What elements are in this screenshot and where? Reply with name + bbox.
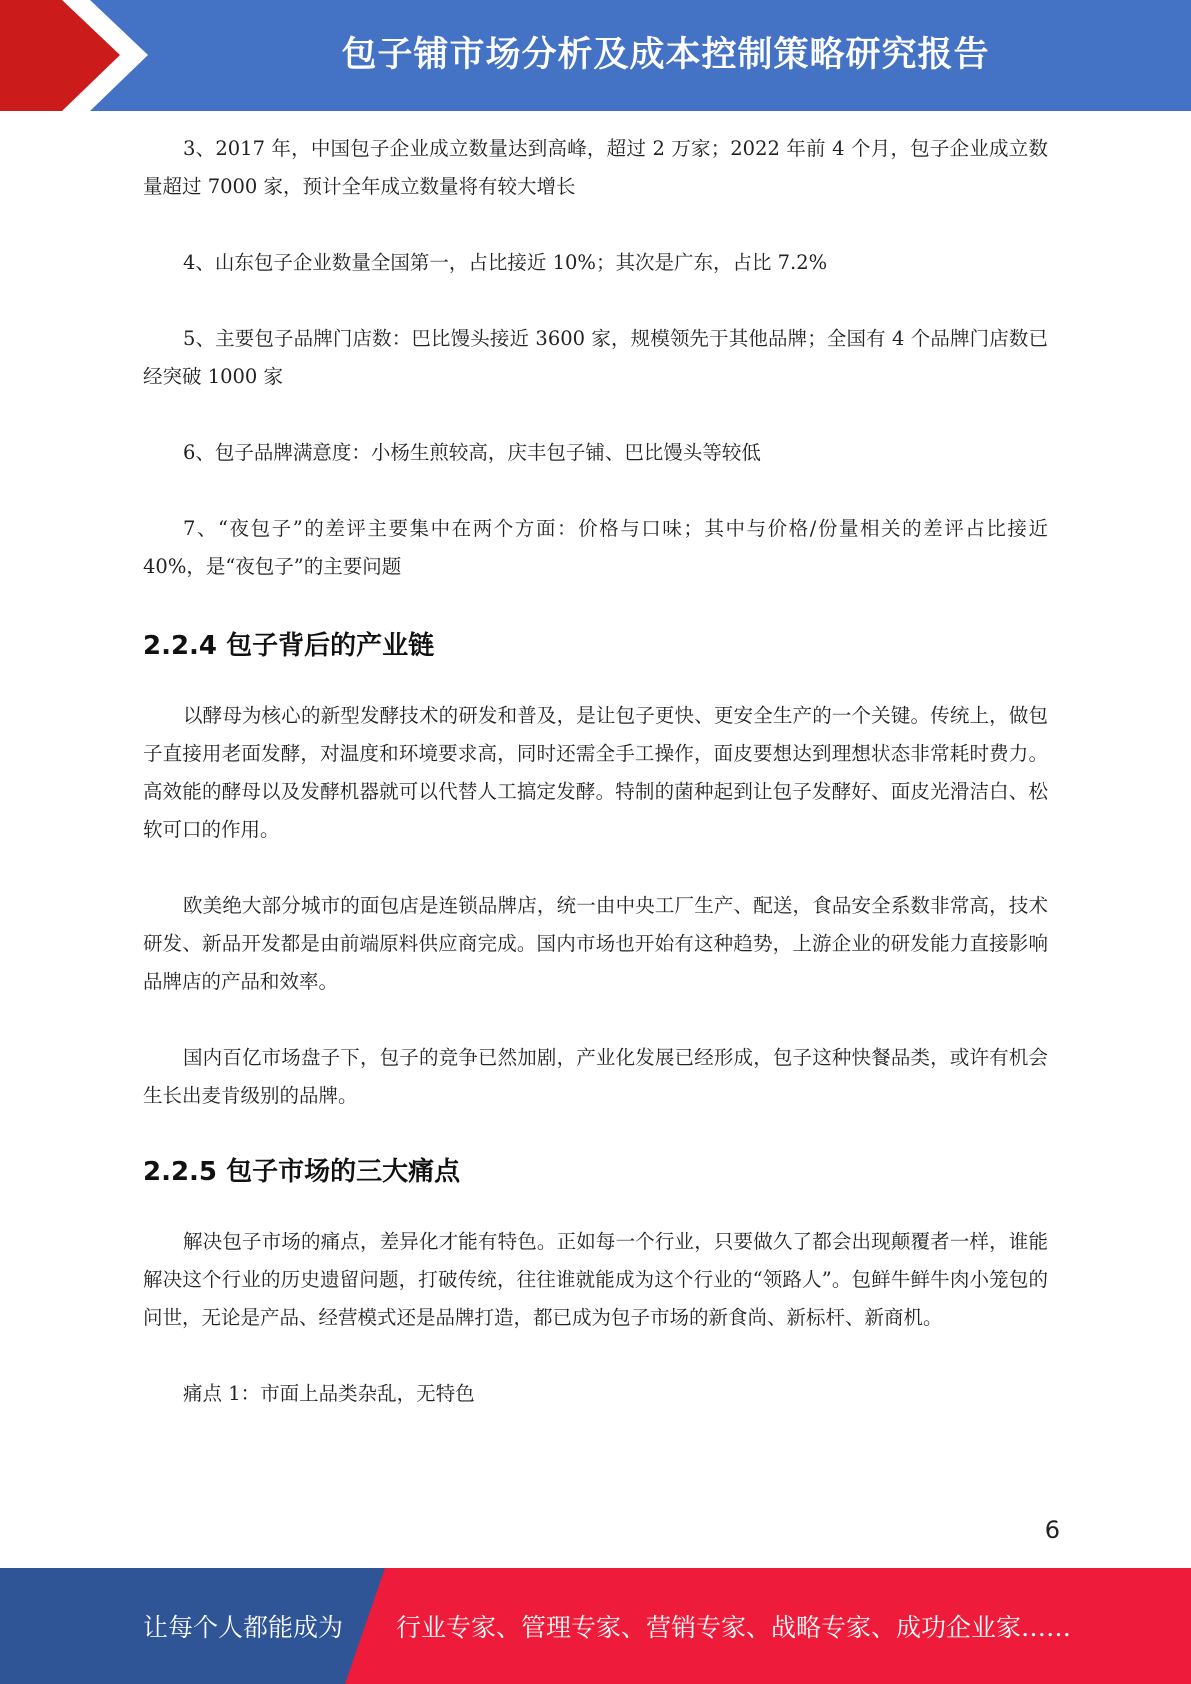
list-item: 7、“夜包子”的差评主要集中在两个方面：价格与口味；其中与价格/份量相关的差评占比接近 40%，是“夜包子”的主要问题 xyxy=(143,517,1048,578)
paragraph: 欧美绝大部分城市的面包店是连锁品牌店，统一由中央工厂生产、配送，食品安全系数非常高，技术研发、新品开发都是由前端原料供应商完成。国内市场也开始有这种趋势，上游企业的研发能力直接影响品牌店的产品和效率。 xyxy=(143,894,1048,993)
list-item: 3、2017 年，中国包子企业成立数量达到高峰，超过 2 万家；2022 年前 4 个月，包子企业成立数量超过 7000 家，预计全年成立数量将有较大增长 xyxy=(143,137,1048,198)
paragraph: 解决包子市场的痛点，差异化才能有特色。正如每一个行业，只要做久了都会出现颠覆者一样，谁能解决这个行业的历史遗留问题，打破传统，往往谁就能成为这个行业的“领路人”。包鲜牛鲜牛肉小笼包的问世，无论是产品、经营模式还是品牌打造，都已成为包子市场的新食尚、新标杆、新商机。 xyxy=(143,1230,1048,1329)
paragraph: 痛点 1：市面上品类杂乱，无特色 xyxy=(183,1382,475,1405)
page-content xyxy=(143,130,1048,1413)
section-heading-2-2-5: 2.2.5 包子市场的三大痛点 xyxy=(143,1157,461,1187)
list-item: 4、山东包子企业数量全国第一，占比接近 10%；其次是广东，占比 7.2% xyxy=(183,251,828,274)
list-item: 5、主要包子品牌门店数：巴比馒头接近 3600 家，规模领先于其他品牌；全国有 4 个品牌门店数已经突破 1000 家 xyxy=(143,327,1048,388)
paragraph: 以酵母为核心的新型发酵技术的研发和普及，是让包子更快、更安全生产的一个关键。传统上，做包子直接用老面发酵，对温度和环境要求高，同时还需全手工操作，面皮要想达到理想状态非常耗时费力。高效能的酵母以及发酵机器就可以代替人工搞定发酵。特制的菌种起到让包子发酵好、面皮光滑洁白、松软可口的作用。 xyxy=(143,704,1048,841)
page-number: 6 xyxy=(1044,1516,1060,1544)
footer-band xyxy=(0,1568,1191,1684)
section-heading-2-2-4: 2.2.4 包子背后的产业链 xyxy=(143,631,435,661)
paragraph: 国内百亿市场盘子下，包子的竞争已然加剧，产业化发展已经形成，包子这种快餐品类，或许有机会生长出麦肯级别的品牌。 xyxy=(143,1046,1048,1107)
header-band xyxy=(0,0,1191,111)
footer-slogan-left: 让每个人都能成为 xyxy=(143,1613,344,1642)
list-item: 6、包子品牌满意度：小杨生煎较高，庆丰包子铺、巴比馒头等较低 xyxy=(183,441,761,464)
footer-slogan-right: 行业专家、管理专家、营销专家、战略专家、成功企业家…… xyxy=(396,1613,1072,1642)
document-title: 包子铺市场分析及成本控制策略研究报告 xyxy=(341,35,990,75)
